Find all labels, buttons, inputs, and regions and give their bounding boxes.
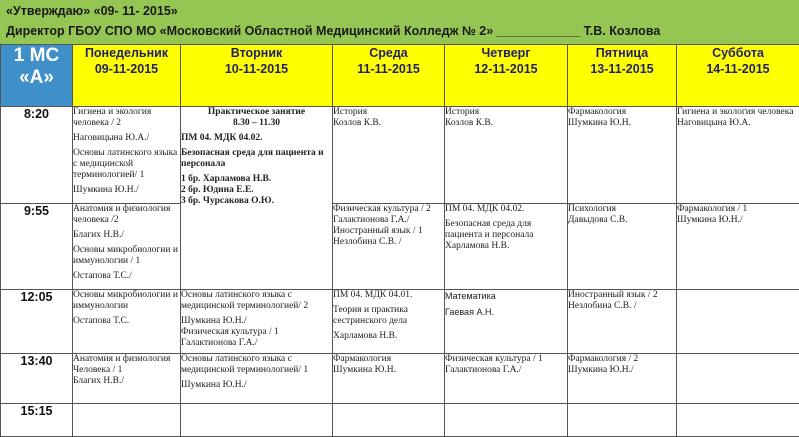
lesson-cell: История Козлов К.В. [333, 107, 445, 204]
day-header-friday: Пятница 13-11-2015 [568, 45, 677, 107]
lesson-cell: Фармакология / 1 Шумкина Ю.Н./ [677, 204, 799, 290]
day-header-thursday: Четверг 12-11-2015 [445, 45, 568, 107]
lesson-cell: Физическая культура / 1 Галактионова Г.А./ [445, 354, 568, 404]
lesson-cell: ПМ 04. МДК 04.01. Теория и практика сестринского дела Харламова Н.В. [333, 290, 445, 354]
lesson-cell: Иностранный язык / 2 Незлобина С.В. / [568, 290, 677, 354]
time-slot: 9:55 [1, 204, 73, 290]
lesson-cell: Анатомия и физиология Человека / 1 Благих Н.В./ [73, 354, 181, 404]
lesson-cell [181, 404, 333, 437]
lesson-cell [73, 404, 181, 437]
lesson-cell [677, 290, 799, 354]
day-header-monday: Понедельник 09-11-2015 [73, 45, 181, 107]
group-name: 1 МС «А» [1, 45, 73, 107]
table-row [1, 204, 799, 290]
lesson-cell [445, 404, 568, 437]
lesson-cell [568, 404, 677, 437]
table-row [1, 107, 799, 204]
lesson-cell: Фармакология Шумкина Ю.Н. [333, 354, 445, 404]
time-slot: 15:15 [1, 404, 73, 437]
lesson-cell: Основы латинского языка с медицинской терминологией/ 2 Шумкина Ю.Н./ Физическая культура / 1 Галактионова Г.А./ [181, 290, 333, 354]
lesson-cell: Анатомия и физиология человека /2 Благих Н.В./ Основы микробиологии и иммунологии / 1 Остапова Т.С./ [73, 204, 181, 290]
practice-lesson-cell: Практическое занятие 8.30 – 11.30 ПМ 04. МДК 04.02. Безопасная среда для пациента и персонала 1 бр. Харламова Н.В. 2 бр. Юдина Е.Е. 3 бр. Чурсакова О.Ю. [181, 107, 333, 290]
lesson-cell [677, 354, 799, 404]
day-header-tuesday: Вторник 10-11-2015 [181, 45, 333, 107]
approval-line: «Утверждаю» «09- 11- 2015» [6, 4, 178, 18]
lesson-cell: Гигиена и экология человека Наговицына Ю.А. [677, 107, 799, 204]
lesson-cell: Физическая культура / 2 Галактионова Г.А./ Иностранный язык / 1 Незлобина С.В. / [333, 204, 445, 290]
lesson-cell: Математика Гаевая А.Н. [445, 290, 568, 354]
time-slot: 8:20 [1, 107, 73, 204]
lesson-cell: Психология Давыдова С.В. [568, 204, 677, 290]
lesson-cell [677, 404, 799, 437]
table-row [1, 290, 799, 354]
schedule-table [0, 44, 799, 437]
time-slot: 12:05 [1, 290, 73, 354]
lesson-cell: Фармакология / 2 Шумкина Ю.Н./ [568, 354, 677, 404]
lesson-cell: Основы латинского языка с медицинской терминологией/ 1 Шумкина Ю.Н./ [181, 354, 333, 404]
day-header-saturday: Суббота 14-11-2015 [677, 45, 799, 107]
lesson-cell: ПМ 04. МДК 04.02. Безопасная среда для пациента и персонала Харламова Н.В. [445, 204, 568, 290]
lesson-cell: Фармакология Шумкина Ю.Н. [568, 107, 677, 204]
approval-header [0, 0, 799, 45]
lesson-cell [333, 404, 445, 437]
header-row [1, 45, 799, 107]
director-line: Директор ГБОУ СПО МО «Московский Областной Медицинский Колледж № 2» ____________ Т.В. Козлова [6, 24, 660, 38]
table-row [1, 404, 799, 437]
time-slot: 13:40 [1, 354, 73, 404]
table-row [1, 354, 799, 404]
lesson-cell: Гигиена и экология человека / 2 Наговицына Ю.А./ Основы латинского языка с медицинской терминологией/ 1 Шумкина Ю.Н./ [73, 107, 181, 204]
day-header-wednesday: Среда 11-11-2015 [333, 45, 445, 107]
lesson-cell: История Козлов К.В. [445, 107, 568, 204]
lesson-cell: Основы микробиологии и иммунологии Остапова Т.С. [73, 290, 181, 354]
